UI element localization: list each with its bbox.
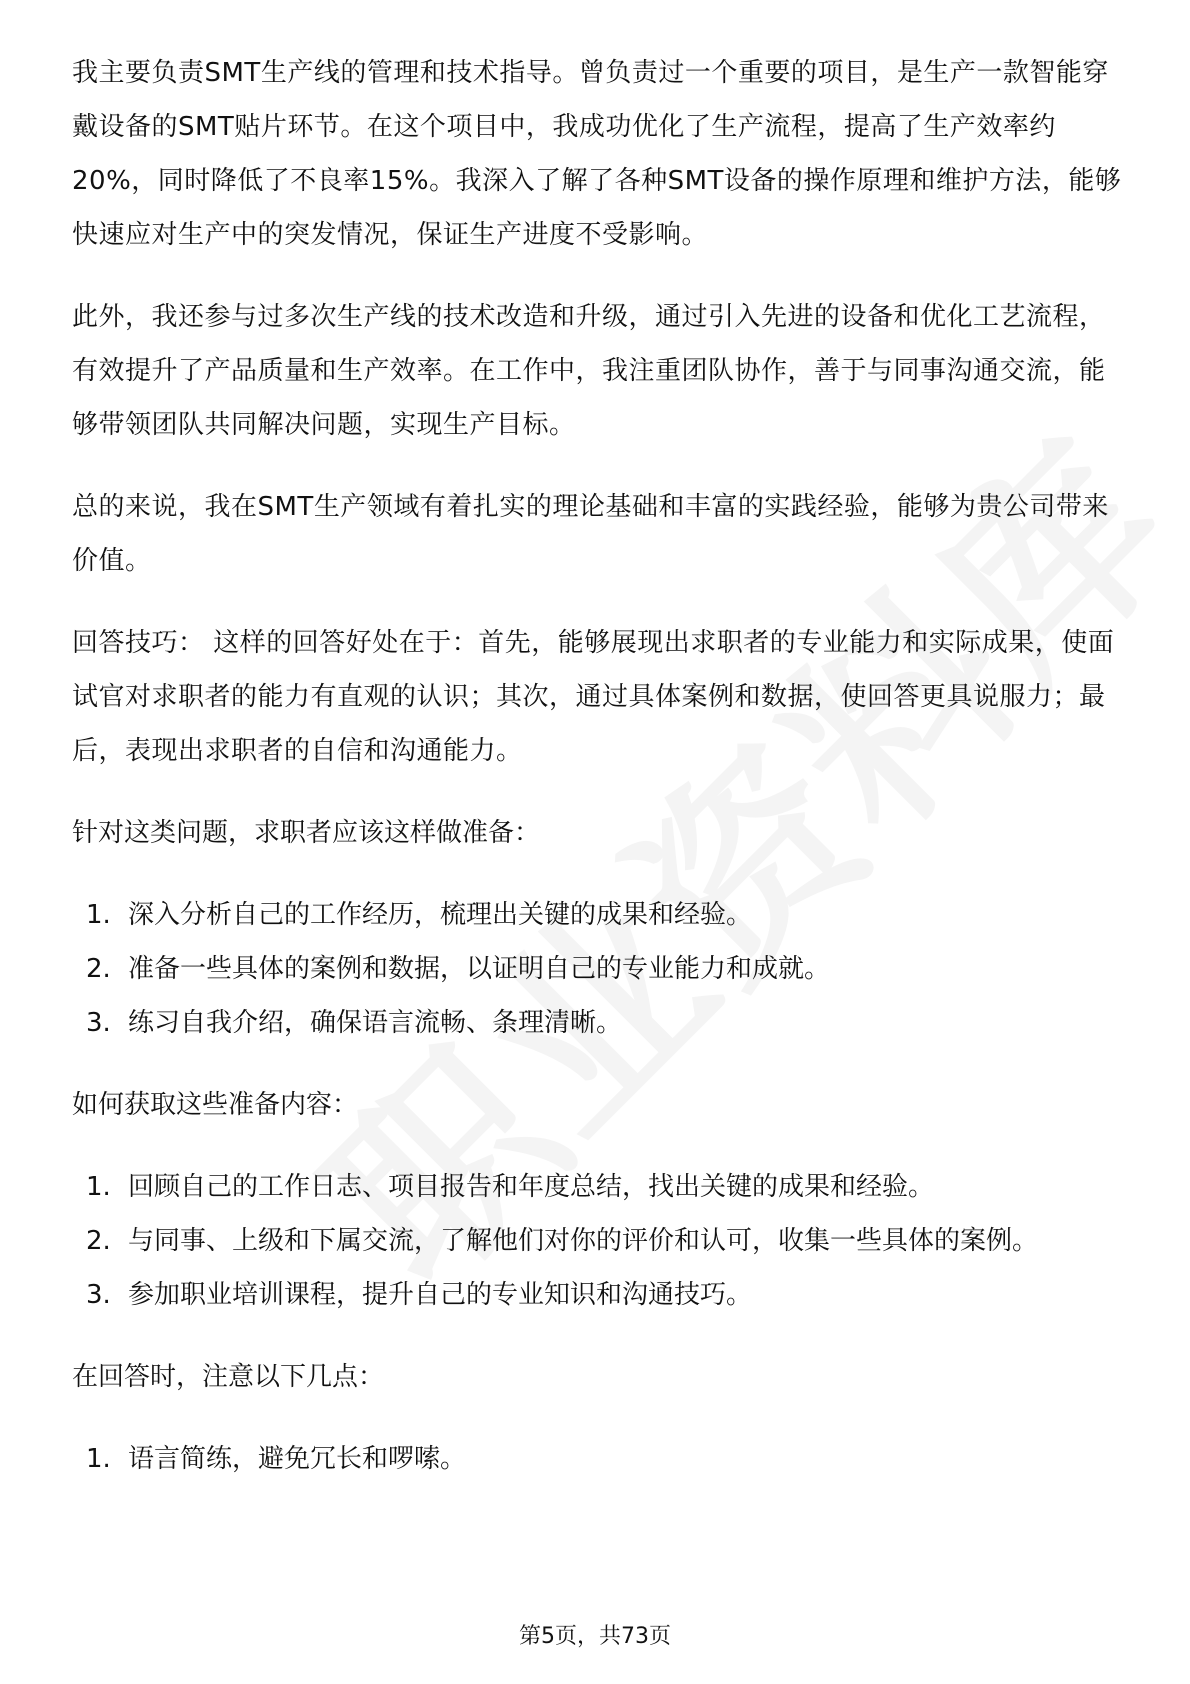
list-item bbox=[72, 996, 1122, 1050]
list-number: 1. bbox=[86, 1172, 111, 1202]
obtain-heading: 如何获取这些准备内容： bbox=[72, 1090, 359, 1120]
list-item-text: 参加职业培训课程，提升自己的专业知识和沟通技巧。 bbox=[128, 1280, 753, 1310]
list-item bbox=[72, 888, 1122, 942]
list-number: 3. bbox=[86, 1008, 111, 1038]
list-number: 2. bbox=[86, 954, 111, 984]
list-item-text: 准备一些具体的案例和数据，以证明自己的专业能力和成就。 bbox=[128, 954, 831, 984]
list-item bbox=[72, 1268, 1122, 1322]
obtain-list bbox=[72, 1160, 1122, 1322]
paragraph-summary: 总的来说，我在SMT生产领域有着扎实的理论基础和丰富的实践经验，能够为贵公司带来价值。 bbox=[72, 492, 1109, 576]
list-item-text: 语言简练，避免冗长和啰嗦。 bbox=[128, 1444, 467, 1474]
page-number: 第5页，共73页 bbox=[519, 1624, 671, 1649]
list-item-text: 练习自我介绍，确保语言流畅、条理清晰。 bbox=[128, 1008, 623, 1038]
notes-list bbox=[72, 1432, 1122, 1486]
prep-heading: 针对这类问题，求职者应该这样做准备： bbox=[72, 818, 541, 848]
document-body bbox=[72, 46, 1122, 1514]
list-number: 3. bbox=[86, 1280, 111, 1310]
prep-list bbox=[72, 888, 1122, 1050]
list-item-text: 与同事、上级和下属交流，了解他们对你的评价和认可，收集一些具体的案例。 bbox=[128, 1226, 1039, 1256]
list-number: 1. bbox=[86, 1444, 111, 1474]
list-number: 1. bbox=[86, 900, 111, 930]
paragraph-tips: 回答技巧： 这样的回答好处在于：首先，能够展现出求职者的专业能力和实际成果，使面试官对求职者的能力有直观的认识；其次，通过具体案例和数据，使回答更具说服力；最后，表现出求职者的自信和沟通能力。 bbox=[72, 628, 1115, 766]
paragraph-upgrade: 此外，我还参与过多次生产线的技术改造和升级，通过引入先进的设备和优化工艺流程，有效提升了产品质量和生产效率。在工作中，我注重团队协作，善于与同事沟通交流，能够带领团队共同解决问题，实现生产目标。 bbox=[72, 302, 1106, 440]
list-item bbox=[72, 1160, 1122, 1214]
list-item-text: 回顾自己的工作日志、项目报告和年度总结，找出关键的成果和经验。 bbox=[128, 1172, 935, 1202]
paragraph-experience: 我主要负责SMT生产线的管理和技术指导。曾负责过一个重要的项目，是生产一款智能穿戴设备的SMT贴片环节。在这个项目中，我成功优化了生产流程，提高了生产效率约20%，同时降低了不良率15%。我深入了解了各种SMT设备的操作原理和维护方法，能够快速应对生产中的突发情况，保证生产进度不受影响。 bbox=[72, 58, 1122, 250]
list-item-text: 深入分析自己的工作经历，梳理出关键的成果和经验。 bbox=[128, 900, 753, 930]
list-item bbox=[72, 1214, 1122, 1268]
list-item bbox=[72, 942, 1122, 996]
list-number: 2. bbox=[86, 1226, 111, 1256]
list-item bbox=[72, 1432, 1122, 1486]
notes-heading: 在回答时，注意以下几点： bbox=[72, 1362, 385, 1392]
